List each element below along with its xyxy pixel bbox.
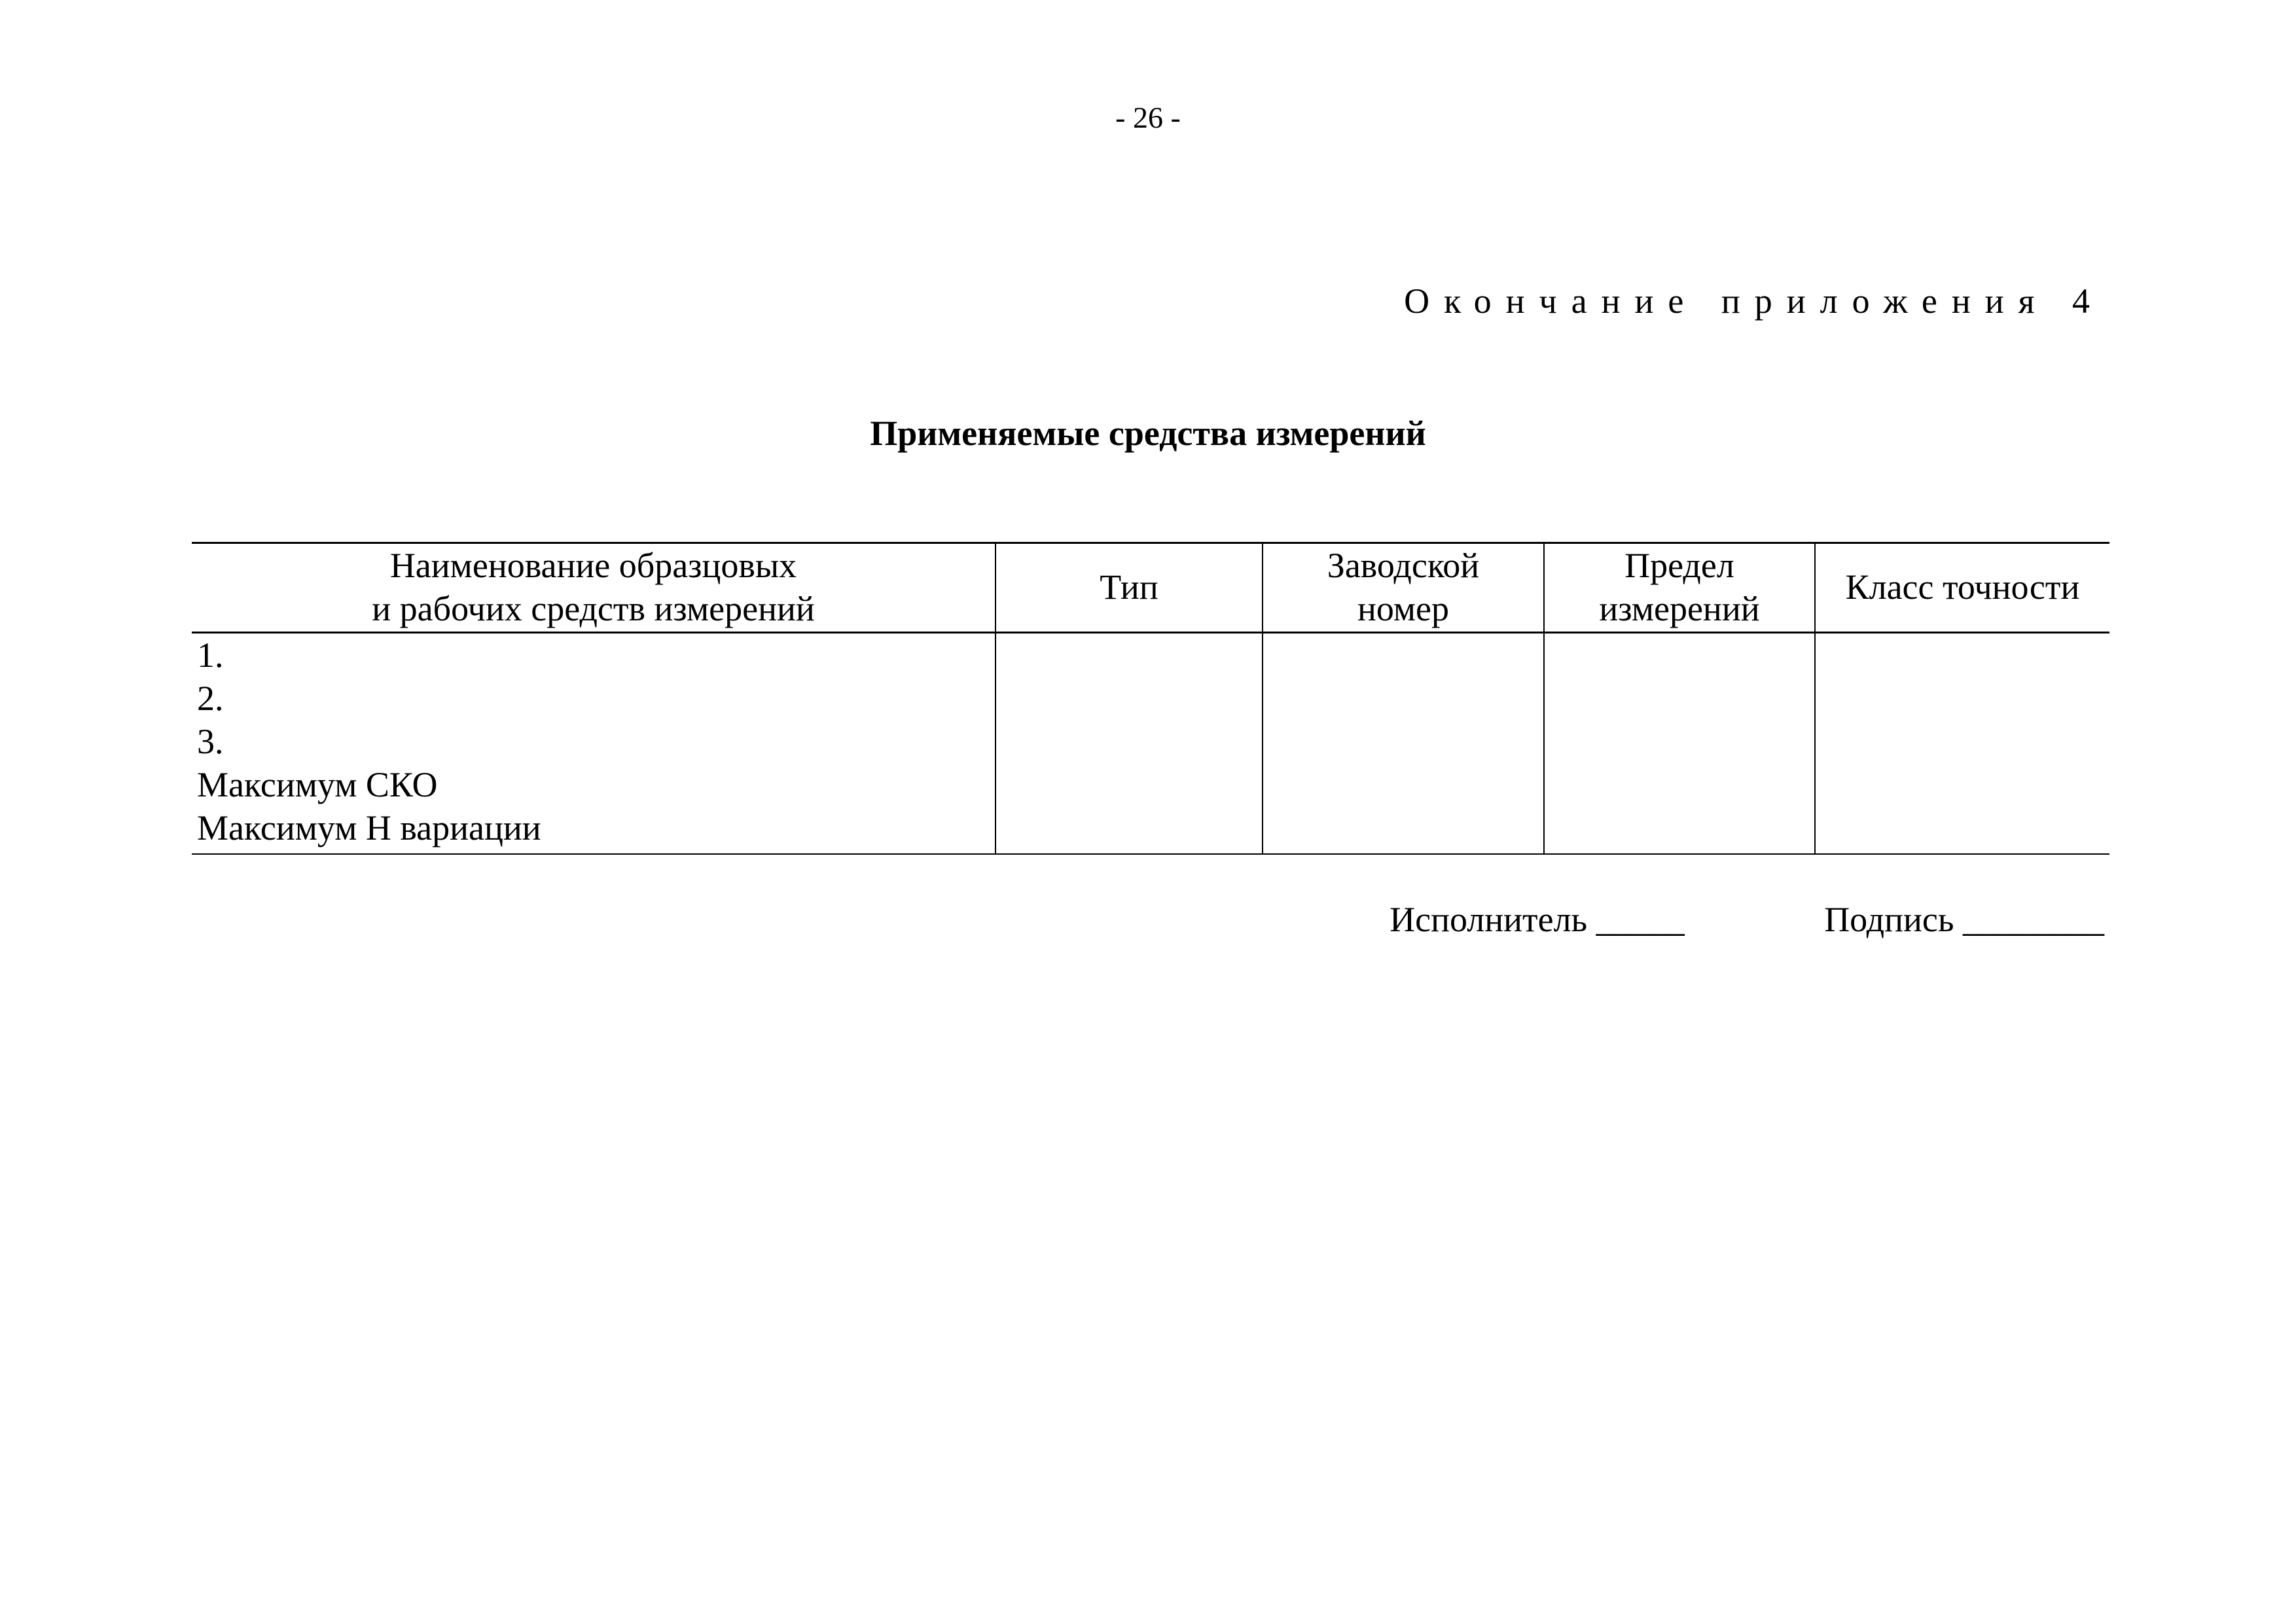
column-header-accuracy-class	[1815, 543, 2109, 633]
accuracy-class-cell	[1815, 633, 2109, 855]
column-header-measurement-limit	[1544, 543, 1815, 633]
document-title: Применяемые средства измерений	[870, 414, 1426, 453]
column-header-instrument-name	[192, 543, 996, 633]
page-number: - 26 -	[1115, 101, 1181, 134]
list-item: Максимум СКО	[197, 765, 438, 804]
instrument-name-cell	[192, 633, 996, 855]
type-cell	[996, 633, 1263, 855]
header-line: Заводской	[1327, 546, 1480, 585]
performer-field: Исполнитель _____	[1390, 900, 1685, 939]
header-line: Предел	[1624, 546, 1734, 585]
list-item: 2.	[197, 679, 224, 718]
header-line: Класс точности	[1845, 567, 2080, 607]
header-line: номер	[1357, 589, 1449, 628]
table-row	[192, 633, 2109, 855]
instruments-table	[192, 542, 2109, 855]
list-item: 1.	[197, 635, 224, 675]
header-line: Тип	[1100, 567, 1158, 607]
header-line: Наименование образцовых	[389, 546, 797, 585]
list-item: Максимум Н вариации	[197, 808, 541, 847]
signature-field: Подпись ________	[1824, 900, 2104, 939]
column-header-type	[996, 543, 1263, 633]
appendix-label: Окончание приложения 4	[1404, 281, 2104, 321]
header-line: и рабочих средств измерений	[372, 589, 815, 628]
list-item: 3.	[197, 722, 224, 761]
signature-block	[1390, 898, 2104, 941]
serial-number-cell	[1263, 633, 1544, 855]
table-header-row	[192, 543, 2109, 633]
measurement-limit-cell	[1544, 633, 1815, 855]
header-line: измерений	[1599, 589, 1760, 628]
column-header-serial-number	[1263, 543, 1544, 633]
